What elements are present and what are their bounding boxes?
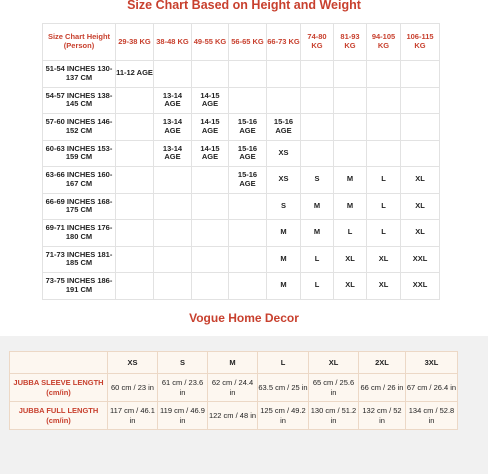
size-cell: S — [301, 167, 334, 194]
size-cell — [116, 193, 154, 220]
size-cell — [334, 61, 367, 88]
measurement-cell: 66 cm / 26 in — [359, 374, 406, 402]
table-row — [43, 167, 440, 194]
size-cell: L — [367, 193, 401, 220]
measurement-cell: 125 cm / 49.2 in — [258, 402, 309, 430]
size-cell: L — [334, 220, 367, 247]
size-cell: M — [301, 220, 334, 247]
size-cell — [154, 246, 192, 273]
size-cell: M — [267, 246, 301, 273]
size-cell: XXL — [401, 273, 440, 300]
measurement-cell: 60 cm / 23 in — [108, 374, 158, 402]
table-row — [43, 87, 440, 114]
size-cell: 13-14 AGE — [154, 114, 192, 141]
measurement-cell: 130 cm / 51.2 in — [309, 402, 359, 430]
header-cell: XS — [108, 352, 158, 374]
size-cell: M — [334, 167, 367, 194]
measurement-cell: 119 cm / 46.9 in — [158, 402, 208, 430]
header-cell: 56-65 KG — [229, 24, 267, 61]
table-header-row — [10, 352, 458, 374]
header-cell: 3XL — [406, 352, 458, 374]
size-cell — [367, 140, 401, 167]
size-cell: 15-16 AGE — [229, 140, 267, 167]
size-cell — [367, 114, 401, 141]
size-cell — [367, 87, 401, 114]
size-cell: L — [301, 273, 334, 300]
size-cell: XL — [401, 220, 440, 247]
size-cell — [301, 61, 334, 88]
size-cell — [154, 193, 192, 220]
header-cell: 106-115 KG — [401, 24, 440, 61]
size-cell — [116, 220, 154, 247]
size-cell — [334, 140, 367, 167]
table-row — [43, 140, 440, 167]
height-cell: 66-69 INCHES 168-175 CM — [43, 193, 116, 220]
size-cell — [192, 220, 229, 247]
header-cell: L — [258, 352, 309, 374]
header-cell: S — [158, 352, 208, 374]
size-cell: 14-15 AGE — [192, 114, 229, 141]
size-cell: XL — [367, 246, 401, 273]
size-cell — [301, 114, 334, 141]
size-cell — [229, 246, 267, 273]
header-cell: XL — [309, 352, 359, 374]
header-cell: 66-73 KG — [267, 24, 301, 61]
size-chart-title: Size Chart Based on Height and Weight — [127, 0, 361, 12]
size-cell — [401, 114, 440, 141]
height-cell: 73-75 INCHES 186-191 CM — [43, 273, 116, 300]
size-cell — [301, 140, 334, 167]
header-cell: 38-48 KG — [154, 24, 192, 61]
size-cell: XS — [267, 140, 301, 167]
size-cell: XL — [367, 273, 401, 300]
table-header-row — [43, 24, 440, 61]
height-cell: 69-71 INCHES 176-180 CM — [43, 220, 116, 247]
size-cell — [401, 140, 440, 167]
measurement-cell: 117 cm / 46.1 in — [108, 402, 158, 430]
size-cell: M — [267, 220, 301, 247]
table-row — [43, 193, 440, 220]
size-cell — [116, 114, 154, 141]
size-cell — [334, 114, 367, 141]
size-cell — [154, 61, 192, 88]
header-cell: 94-105 KG — [367, 24, 401, 61]
size-cell — [116, 87, 154, 114]
size-cell — [334, 87, 367, 114]
measurement-cell: 65 cm / 25.6 in — [309, 374, 359, 402]
size-cell: XL — [334, 246, 367, 273]
size-cell: M — [267, 273, 301, 300]
measurement-cell: 134 cm / 52.8 in — [406, 402, 458, 430]
table-row — [10, 374, 458, 402]
size-cell: 15-16 AGE — [267, 114, 301, 141]
size-cell: 14-15 AGE — [192, 140, 229, 167]
size-cell: XS — [267, 167, 301, 194]
measurement-cell: 132 cm / 52 in — [359, 402, 406, 430]
size-cell: 13-14 AGE — [154, 87, 192, 114]
size-cell: M — [301, 193, 334, 220]
size-cell — [154, 220, 192, 247]
size-cell: M — [334, 193, 367, 220]
size-cell — [192, 61, 229, 88]
header-cell: 29-38 KG — [116, 24, 154, 61]
size-cell — [401, 61, 440, 88]
size-cell — [229, 87, 267, 114]
size-cell: XL — [401, 167, 440, 194]
header-cell: Size Chart Height (Person) — [43, 24, 116, 61]
size-cell: XL — [334, 273, 367, 300]
size-cell — [301, 87, 334, 114]
size-cell — [116, 246, 154, 273]
size-cell — [229, 61, 267, 88]
size-cell: XXL — [401, 246, 440, 273]
size-cell — [192, 246, 229, 273]
measurement-cell: 67 cm / 26.4 in — [406, 374, 458, 402]
size-cell: XL — [401, 193, 440, 220]
size-cell — [367, 61, 401, 88]
height-cell: 63-66 INCHES 160-167 CM — [43, 167, 116, 194]
header-cell — [10, 352, 108, 374]
size-cell: 13-14 AGE — [154, 140, 192, 167]
size-cell — [229, 273, 267, 300]
size-cell: L — [367, 220, 401, 247]
header-cell: M — [208, 352, 258, 374]
size-cell: 11-12 AGE — [116, 61, 154, 88]
measurement-label: JUBBA SLEEVE LENGTH (cm/in) — [10, 374, 108, 402]
height-cell: 51-54 INCHES 130-137 CM — [43, 61, 116, 88]
size-cell — [154, 167, 192, 194]
height-cell: 71-73 INCHES 181-185 CM — [43, 246, 116, 273]
table-row — [43, 246, 440, 273]
size-cell — [116, 140, 154, 167]
size-cell — [229, 193, 267, 220]
size-cell — [154, 273, 192, 300]
measurement-label: JUBBA FULL LENGTH (cm/in) — [10, 402, 108, 430]
header-cell: 49-55 KG — [192, 24, 229, 61]
size-cell: 15-16 AGE — [229, 167, 267, 194]
table-row — [10, 402, 458, 430]
size-cell — [267, 61, 301, 88]
measurement-cell: 61 cm / 23.6 in — [158, 374, 208, 402]
size-cell — [116, 273, 154, 300]
size-cell: S — [267, 193, 301, 220]
brand-title: Vogue Home Decor — [189, 311, 299, 325]
header-cell: 74-80 KG — [301, 24, 334, 61]
header-cell: 2XL — [359, 352, 406, 374]
size-cell: L — [301, 246, 334, 273]
size-cell: 15-16 AGE — [229, 114, 267, 141]
height-cell: 60-63 INCHES 153-159 CM — [43, 140, 116, 167]
size-cell — [192, 167, 229, 194]
size-cell — [192, 273, 229, 300]
size-cell — [229, 220, 267, 247]
size-cell — [116, 167, 154, 194]
jubba-size-table — [9, 351, 458, 430]
size-cell — [401, 87, 440, 114]
size-cell — [192, 193, 229, 220]
jubba-measurement-section — [0, 336, 488, 474]
height-weight-size-table — [42, 23, 440, 300]
measurement-cell: 122 cm / 48 in — [208, 402, 258, 430]
size-cell: L — [367, 167, 401, 194]
table-row — [43, 273, 440, 300]
table-row — [43, 114, 440, 141]
size-cell — [267, 87, 301, 114]
measurement-cell: 62 cm / 24.4 in — [208, 374, 258, 402]
height-cell: 57-60 INCHES 146-152 CM — [43, 114, 116, 141]
table-row — [43, 61, 440, 88]
table-row — [43, 220, 440, 247]
size-cell: 14-15 AGE — [192, 87, 229, 114]
header-cell: 81-93 KG — [334, 24, 367, 61]
measurement-cell: 63.5 cm / 25 in — [258, 374, 309, 402]
height-cell: 54-57 INCHES 138-145 CM — [43, 87, 116, 114]
